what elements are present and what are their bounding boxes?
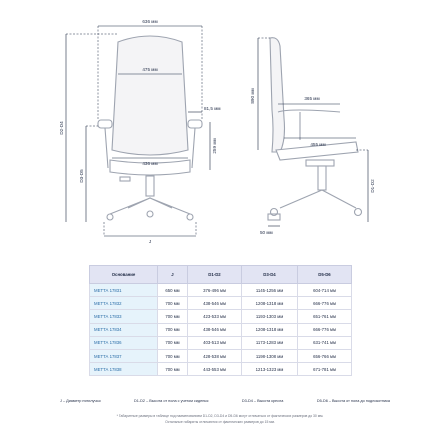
dim-seat-depth: 455 мм xyxy=(310,142,326,147)
cell-j: 700 мм xyxy=(158,297,188,310)
cell-model: МЕТТА 17834 xyxy=(90,323,158,336)
cell-d1-d2: 423-533 мм xyxy=(188,310,242,323)
cell-d5-d6: 604-714 мм xyxy=(298,284,352,297)
cell-d1-d2: 403-513 мм xyxy=(188,336,242,349)
front-view-chair xyxy=(98,36,202,220)
cell-j: 700 мм xyxy=(158,349,188,362)
cell-d5-d6: 651-761 мм xyxy=(298,310,352,323)
cell-d3-d4: 1213-1323 мм xyxy=(242,363,298,376)
table-row xyxy=(90,323,352,336)
label-d2-d4: D2-D4 xyxy=(59,121,64,135)
cell-d3-d4: 1208-1318 мм xyxy=(242,323,298,336)
table-row xyxy=(90,363,352,376)
cell-d1-d2: 428-538 мм xyxy=(188,349,242,362)
side-view-chair xyxy=(270,38,362,216)
dim-armrest-width: 81,5 мм xyxy=(204,106,221,111)
cell-model: МЕТТА 17838 xyxy=(90,363,158,376)
header-d1-d2: D1-D2 xyxy=(188,266,242,284)
table-row xyxy=(90,297,352,310)
header-base: Основание xyxy=(90,266,158,284)
cell-d3-d4: 1173-1283 мм xyxy=(242,336,298,349)
label-d1-d2: D1-D2 xyxy=(370,179,375,193)
dim-seat-width: 436 мм xyxy=(142,161,158,166)
dim-armrest-height: 259 мм xyxy=(212,138,217,154)
legend-d3-d4: D3-D4 – Высота кресла xyxy=(241,399,284,403)
legend-j: J – Диаметр пятилучья xyxy=(60,399,101,403)
side-view-dimensions xyxy=(250,38,375,235)
cell-model: МЕТТА 17831 xyxy=(90,284,158,297)
cell-model: МЕТТА 17837 xyxy=(90,349,158,362)
cell-d5-d6: 631-741 мм xyxy=(298,336,352,349)
table-row xyxy=(90,310,352,323)
header-j: J xyxy=(158,266,188,284)
dim-caster: 50 мм xyxy=(260,230,273,235)
table-row xyxy=(90,349,352,362)
cell-d3-d4: 1208-1318 мм xyxy=(242,297,298,310)
cell-model: МЕТТА 17836 xyxy=(90,336,158,349)
cell-d3-d4: 1145-1256 мм xyxy=(242,284,298,297)
dim-depth-arm: 365 мм xyxy=(304,96,320,101)
header-d3-d4: D3-D4 xyxy=(242,266,298,284)
dim-height: 890 мм xyxy=(250,88,255,104)
cell-d1-d2: 438-546 мм xyxy=(188,297,242,310)
dim-width-back: 475 мм xyxy=(142,67,158,72)
cell-d5-d6: 656-766 мм xyxy=(298,349,352,362)
cell-j: 700 мм xyxy=(158,363,188,376)
cell-d3-d4: 1193-1303 мм xyxy=(242,310,298,323)
legend xyxy=(60,399,390,403)
legend-d1-d2: D1-D2 – Высота от пола с учетом сиденья xyxy=(134,399,209,403)
cell-j: 700 мм xyxy=(158,310,188,323)
cell-d5-d6: 666-776 мм xyxy=(298,297,352,310)
cell-d1-d2: 376-496 мм xyxy=(188,284,242,297)
cell-d1-d2: 438-546 мм xyxy=(188,323,242,336)
spec-table xyxy=(89,265,352,376)
cell-d5-d6: 666-776 мм xyxy=(298,323,352,336)
table-row xyxy=(90,284,352,297)
cell-model: МЕТТА 17833 xyxy=(90,310,158,323)
footnote-1: * Габаритные размеры в таблице под наименованием D1-D2, D3-D4 и D5-D6 могут отличаться от фактических размеров до 30 мм. xyxy=(116,414,324,418)
cell-j: 700 мм xyxy=(158,323,188,336)
dim-width-overall: 636 мм xyxy=(142,19,158,24)
label-j: J xyxy=(148,239,152,244)
cell-d1-d2: 443-553 мм xyxy=(188,363,242,376)
table-header-row xyxy=(90,266,352,284)
footnote-2: Остальные габариты отличаются от фактических размеров до 15 мм. xyxy=(165,420,275,424)
cell-model: МЕТТА 17832 xyxy=(90,297,158,310)
label-d3-d5: D3-D5 xyxy=(79,169,84,183)
cell-j: 650 мм xyxy=(158,284,188,297)
header-d5-d6: D5-D6 xyxy=(298,266,352,284)
table-row xyxy=(90,336,352,349)
cell-j: 700 мм xyxy=(158,336,188,349)
cell-d5-d6: 671-781 мм xyxy=(298,363,352,376)
cell-d3-d4: 1198-1308 мм xyxy=(242,349,298,362)
legend-d5-d6: D5-D6 – Высота от пола до подлокотника xyxy=(316,399,390,403)
